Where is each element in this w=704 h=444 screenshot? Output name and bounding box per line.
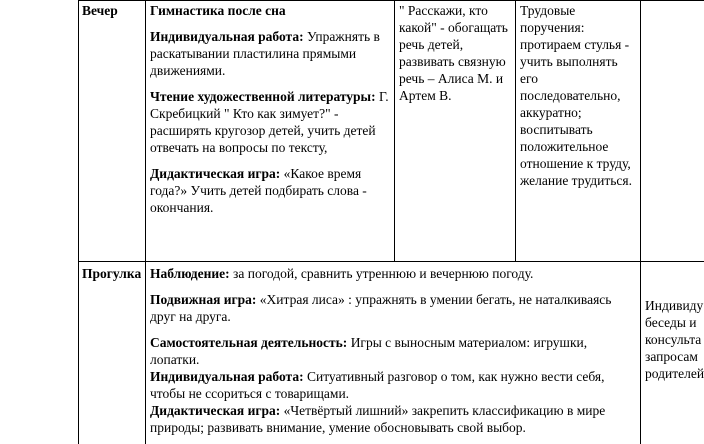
mobile-game-block — [150, 291, 636, 325]
walk-individual-work-text: Ситуативный разговор о том, как нужно вести себя, чтобы не ссориться с товарищами. — [150, 369, 605, 401]
walk-activities-cell — [150, 265, 636, 436]
reading-text: Г. Скребицкий " Кто как зимует?" - расширять кругозор детей, учить детей отвечать на вопросы по тексту, — [150, 89, 389, 155]
mobile-game-text: «Хитрая лиса» : упражнять в умении бегать, не наталкиваясь друг на друга. — [150, 292, 612, 324]
labor-assignment-cell: Трудовые поручения: протираем стулья - учить выполнять его последовательно, аккуратно; воспитывать положительное отношение к труду, желание трудиться. — [520, 3, 632, 188]
row-divider — [78, 261, 704, 262]
walk-individual-work-block — [150, 368, 636, 402]
mobile-game-label: Подвижная игра: — [150, 292, 257, 307]
individual-work-block — [150, 28, 390, 79]
didactic-game-label: Дидактическая игра: — [150, 166, 281, 181]
didactic-game-block — [150, 165, 390, 216]
observation-block — [150, 265, 636, 282]
column-divider — [394, 0, 395, 261]
didactic-game-text: «Какое время года?» Учить детей подбирать слова - окончания. — [150, 166, 367, 215]
observation-label: Наблюдение: — [150, 266, 230, 281]
parents-line: родителей — [645, 366, 704, 381]
column-divider — [145, 0, 146, 444]
individual-work-label: Индивидуальная работа: — [150, 29, 304, 44]
parents-line: консульта — [645, 332, 702, 347]
speech-activity-cell: " Расскажи, кто какой" - обогащать речь детей, развивать связную речь – Алиса М. и Артем В. — [399, 3, 508, 103]
independent-activity-block — [150, 334, 636, 368]
observation-text: за погодой, сравнить утреннюю и вечернюю погоду. — [229, 266, 534, 281]
reading-label: Чтение художественной литературы: — [150, 89, 376, 104]
table-border-top — [78, 0, 704, 1]
independent-activity-text: Игры с выносным материалом: игрушки, лопатки. — [150, 335, 588, 367]
evening-activities-cell — [150, 2, 390, 216]
period-label-walk: Прогулка — [82, 266, 142, 281]
individual-work-text: Упражнять в раскатывании пластилина прямыми движениями. — [150, 29, 380, 78]
parents-work-cell — [645, 297, 704, 382]
walk-didactic-game-label: Дидактическая игра: — [150, 403, 281, 418]
parents-line: Индивиду — [645, 298, 704, 313]
parents-line: беседы и — [645, 315, 697, 330]
parents-line: запросам — [645, 349, 698, 364]
reading-block — [150, 88, 390, 156]
gymnastics-title: Гимнастика после сна — [150, 3, 286, 18]
independent-activity-label: Самостоятельная деятельность: — [150, 335, 348, 350]
walk-individual-work-label: Индивидуальная работа: — [150, 369, 304, 384]
table-border-left — [78, 0, 79, 444]
walk-didactic-game-block — [150, 402, 636, 436]
walk-didactic-game-text: «Четвёртый лишний» закрепить классификацию в мире природы; развивать внимание, умение обосновывать свой выбор. — [150, 403, 606, 435]
period-label-evening: Вечер — [82, 3, 118, 18]
column-divider — [515, 0, 516, 261]
column-divider — [640, 0, 641, 444]
